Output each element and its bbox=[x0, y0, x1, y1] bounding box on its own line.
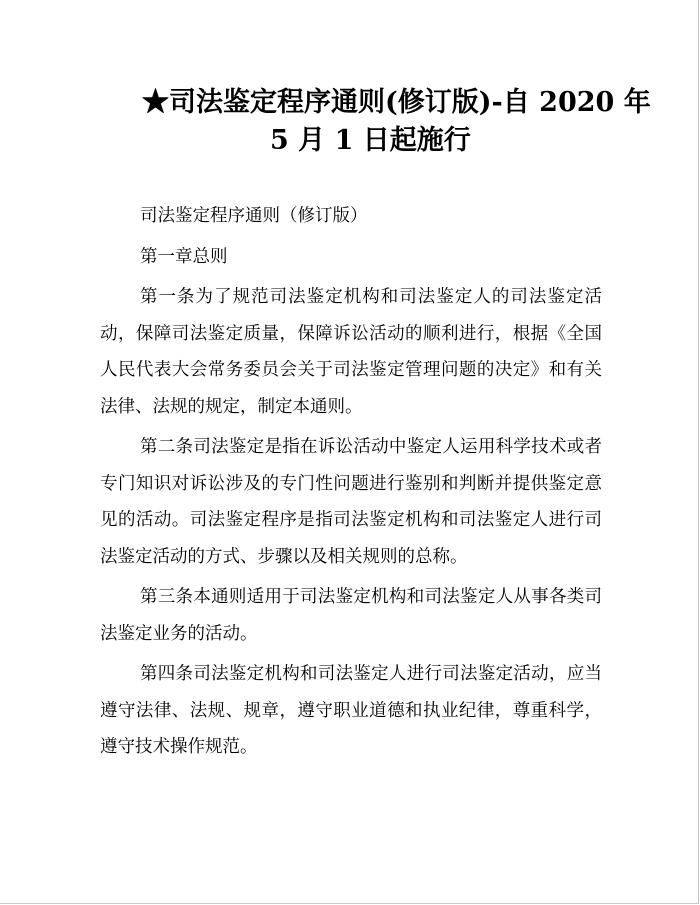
title-line-2: 5 月 1 日起施行 bbox=[270, 125, 471, 156]
paragraph-chapter-heading: 第一章总则 bbox=[140, 246, 228, 267]
paragraph-article-3: 第三条本通则适用于司法鉴定机构和司法鉴定人从事各类司法鉴定业务的活动。 bbox=[100, 587, 602, 644]
paragraph-article-1: 第一条为了规范司法鉴定机构和司法鉴定人的司法鉴定活动，保障司法鉴定质量，保障诉讼活动的顺利进行，根据《全国人民代表大会常务委员会关于司法鉴定管理问题的决定》和有关法律、法规的规定，制定本通则。 bbox=[100, 287, 602, 417]
title-line-1: ★司法鉴定程序通则(修订版)-自 2020 年 bbox=[142, 87, 651, 118]
document-body bbox=[100, 198, 602, 766]
document-title bbox=[100, 84, 651, 160]
paragraph-article-2: 第二条司法鉴定是指在诉讼活动中鉴定人运用科学技术或者专门知识对诉讼涉及的专门性问题进行鉴别和判断并提供鉴定意见的活动。司法鉴定程序是指司法鉴定机构和司法鉴定人进行司法鉴定活动的方式、步骤以及相关规则的总称。 bbox=[100, 437, 602, 567]
paragraph-doc-name: 司法鉴定程序通则（修订版） bbox=[140, 206, 368, 226]
paragraph-article-4: 第四条司法鉴定机构和司法鉴定人进行司法鉴定活动，应当遵守法律、法规、规章，遵守职业道德和执业纪律，尊重科学，遵守技术操作规范。 bbox=[100, 664, 602, 757]
